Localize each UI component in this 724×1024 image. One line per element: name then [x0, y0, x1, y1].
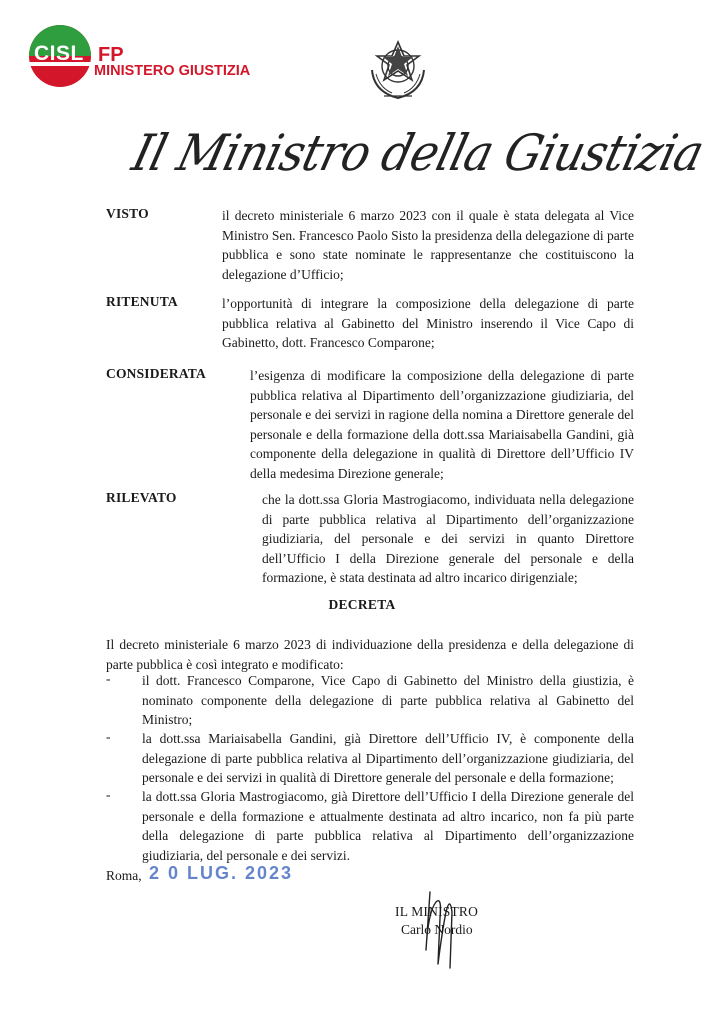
logo-fp-text: FP	[98, 44, 124, 66]
recital-text: il decreto ministeriale 6 marzo 2023 con il quale è stata delegata al Vice Ministro Sen. Francesco Paolo Sisto la presidenza della delegazione di parte pubblica e sono state nominate le rappresentanze che costituiscono la delegazione d’Ufficio;	[222, 208, 635, 282]
decreta-heading: DECRETA	[328, 597, 396, 612]
minister-heading	[120, 112, 709, 190]
date-stamp: 2 0 LUG. 2023	[149, 863, 294, 883]
bullet-text: il dott. Francesco Comparone, Vice Capo di Gabinetto del Ministro della giustizia, è nominato componente della delegazione di parte pubblica relativa al Gabinetto del Ministro;	[142, 673, 634, 727]
recital-text: l’esigenza di modificare la composizione della delegazione di parte pubblica relativa al Dipartimento dell’organizzazione giudiziaria, del personale e dei servizi in ragione della nomina a Direttore generale del personale e della formazione della dott.ssa Mariaisabella Gandini, già componente della delegazione in qualità di Direttore dell’Ufficio IV della medesima Direzione generale;	[250, 368, 634, 481]
cisl-fp-logo	[28, 24, 268, 88]
recital-label: RITENUTA	[106, 294, 178, 309]
bullet-text: la dott.ssa Mariaisabella Gandini, già Direttore dell’Ufficio IV, è componente della delegazione di parte pubblica relativa al Dipartimento dell’organizzazione giudiziaria, del personale e dei servizi in qualità di Direttore generale del personale e della formazione;	[142, 731, 634, 785]
recital-label: CONSIDERATA	[106, 366, 206, 381]
recital-label: VISTO	[106, 206, 149, 221]
bullet-dash: -	[106, 671, 111, 686]
bullet-dash: -	[106, 729, 111, 744]
bullet-text: la dott.ssa Gloria Mastrogiacomo, già Direttore dell’Ufficio I della Direzione generale del personale e della formazione e attualmente destinata ad altro incarico, non fa più parte della delegazione di parte pubblica relativa al Dipartimento dell’organizzazione giudiziaria, del personale e dei servizi.	[142, 789, 634, 863]
heading-text: Il Ministro della Giustizia	[126, 124, 709, 182]
recital-text: che la dott.ssa Gloria Mastrogiacomo, individuata nella delegazione di parte pubblica relativa al Dipartimento dell’organizzazione giudiziaria, del personale e dei servizi in quanto Direttore dell’Ufficio I della Direzione generale del personale e della formazione, è stata destinata ad altro incarico dirigenziale;	[262, 492, 634, 585]
logo-cisl-text: CISL	[34, 42, 84, 65]
bullet-dash: -	[106, 787, 111, 802]
logo-ministry-text: MINISTERO GIUSTIZIA	[94, 63, 251, 79]
italian-republic-emblem-icon	[364, 36, 432, 104]
decree-intro: Il decreto ministeriale 6 marzo 2023 di individuazione della presidenza e della delegazione di parte pubblica è così integrato e modificato:	[106, 637, 634, 672]
signer-title: IL MINISTRO	[395, 904, 479, 919]
place-label: Roma,	[106, 868, 142, 883]
recital-text: l’opportunità di integrare la composizione della delegazione di parte pubblica relativa al Gabinetto del Ministro inserendo il Vice Capo di Gabinetto, dott. Francesco Comparone;	[222, 296, 634, 350]
signer-name: Carlo Nordio	[401, 922, 473, 937]
recital-label: RILEVATO	[106, 490, 177, 505]
